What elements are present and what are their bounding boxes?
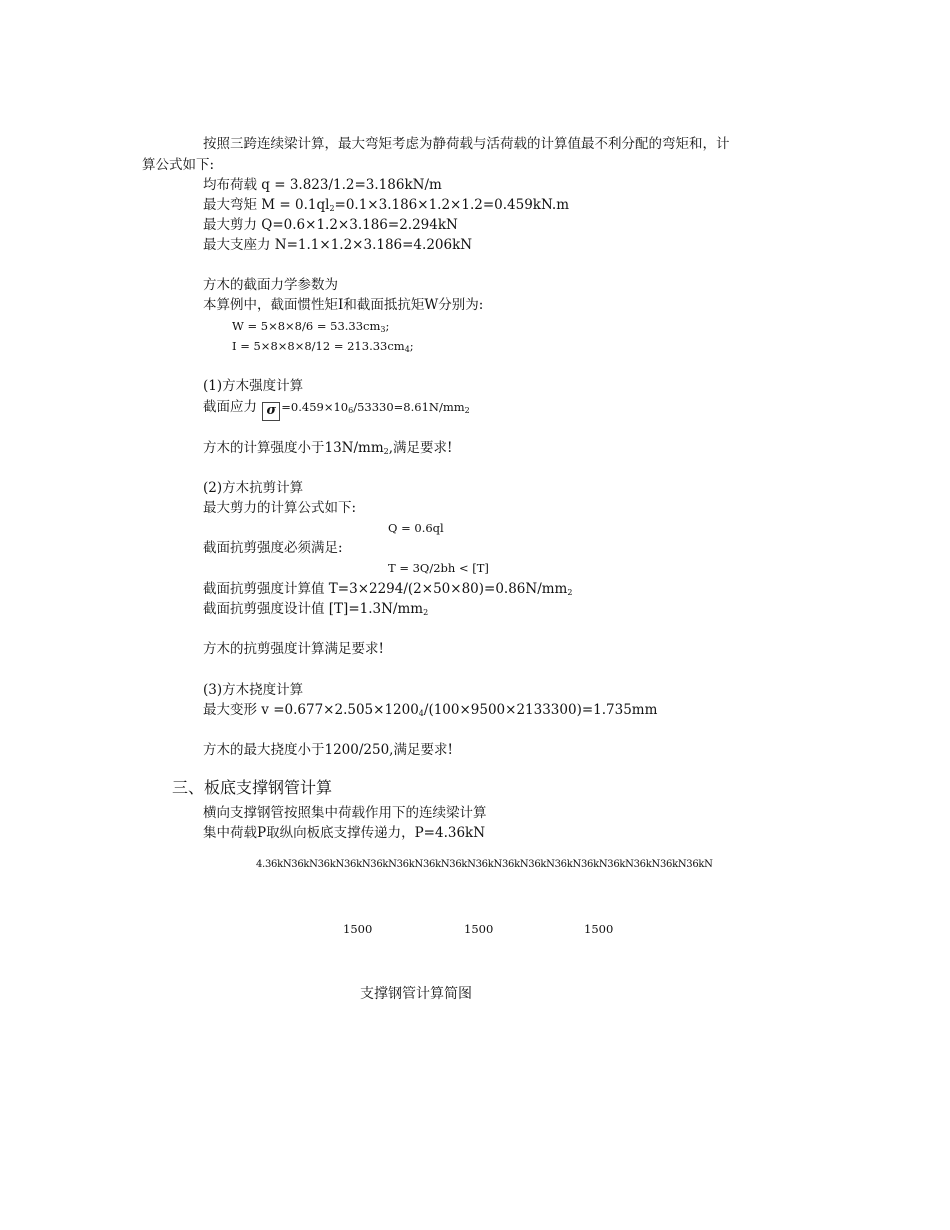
moment-of-inertia-end: ; [409,339,414,353]
deflection-calc-line [203,700,657,724]
section-modulus-text: W = 5×8×8/6 = 53.33cm [232,319,381,333]
shear-formula-intro: 最大剪力的计算公式如下: [203,500,357,516]
intro-line-1: 按照三跨连续梁计算，最大弯矩考虑为静荷载与活荷载的计算值最不利分配的弯矩和，计 [203,136,730,152]
shear-calc-subscript: 2 [567,588,573,597]
shear-formula: Q = 0.6ql [388,521,444,535]
shear-design-line [203,599,428,623]
shear-calc-text: 截面抗剪强度计算值 T=3×2294/(2×50×80)=0.86N/mm [203,581,568,597]
span-label-2: 1500 [464,922,494,936]
section-intro: 本算例中，截面惯性矩I和截面抵抗矩W分别为: [203,297,484,313]
diagram-load-labels: 4.36kN36kN36kN36kN36kN36kN36kN36kN36kN36kN36kN36kN36kN36kN36kN36kN36kN [256,859,713,870]
strength-heading: (1)方木强度计算 [203,378,304,394]
stress-subscript-2: 2 [464,406,470,415]
intro-line-2: 算公式如下: [142,157,215,173]
deflection-calc-result: /(100×9500×2133300)=1.735mm [423,702,658,718]
stress-value-a: =0.459×10 [281,400,349,414]
section-modulus-end: ; [385,319,390,333]
strength-result-end: ,满足要求! [388,440,453,456]
deflection-result: 方木的最大挠度小于1200/250,满足要求! [203,742,453,758]
moment-of-inertia-text: I = 5×8×8×8/12 = 213.33cm [232,339,405,353]
moment-of-inertia-line [232,336,414,360]
uniform-load-line: 均布荷载 q = 3.823/1.2=3.186kN/m [203,177,442,193]
stress-line [203,397,470,421]
max-support-line: 最大支座力 N=1.1×1.2×3.186=4.206kN [203,237,473,253]
shear-result: 方木的抗剪强度计算满足要求! [203,641,384,657]
part3-line-1: 横向支撑钢管按照集中荷载作用下的连续梁计算 [203,805,487,821]
max-moment-text: 最大弯矩 M = 0.1ql [203,197,330,213]
sigma-icon: σ [262,402,280,421]
stress-subscript-1: 6 [348,406,354,415]
max-moment-subscript: 2 [329,204,335,213]
deflection-calc-subscript: 4 [418,709,424,718]
diagram-caption: 支撑钢管计算简图 [360,986,472,1002]
deflection-calc-text: 最大变形 v =0.677×2.505×1200 [203,702,419,718]
shear-condition: T = 3Q/2bh < [T] [388,561,489,575]
shear-design-subscript: 2 [423,608,429,617]
part3-line-2: 集中荷载P取纵向板底支撑传递力，P=4.36kN [203,825,486,841]
shear-design-text: 截面抗剪强度设计值 [T]=1.3N/mm [203,601,424,617]
part3-title: 三、板底支撑钢管计算 [172,778,333,797]
strength-result-subscript: 2 [383,447,389,456]
stress-value-b: /53330=8.61N/mm [353,400,465,414]
strength-result-text: 方木的计算强度小于13N/mm [203,440,384,456]
span-label-3: 1500 [584,922,614,936]
shear-condition-intro: 截面抗剪强度必须满足: [203,540,343,556]
shear-heading: (2)方木抗剪计算 [203,480,304,496]
span-label-1: 1500 [343,922,373,936]
section-title: 方木的截面力学参数为 [203,277,338,293]
strength-result [203,438,452,462]
deflection-heading: (3)方木挠度计算 [203,682,304,698]
stress-label: 截面应力 [203,399,257,415]
max-moment-result: =0.1×3.186×1.2×1.2=0.459kN.m [334,197,570,213]
max-shear-line: 最大剪力 Q=0.6×1.2×3.186=2.294kN [203,217,458,233]
section-modulus-subscript: 3 [380,325,386,334]
moment-of-inertia-subscript: 4 [404,345,410,354]
